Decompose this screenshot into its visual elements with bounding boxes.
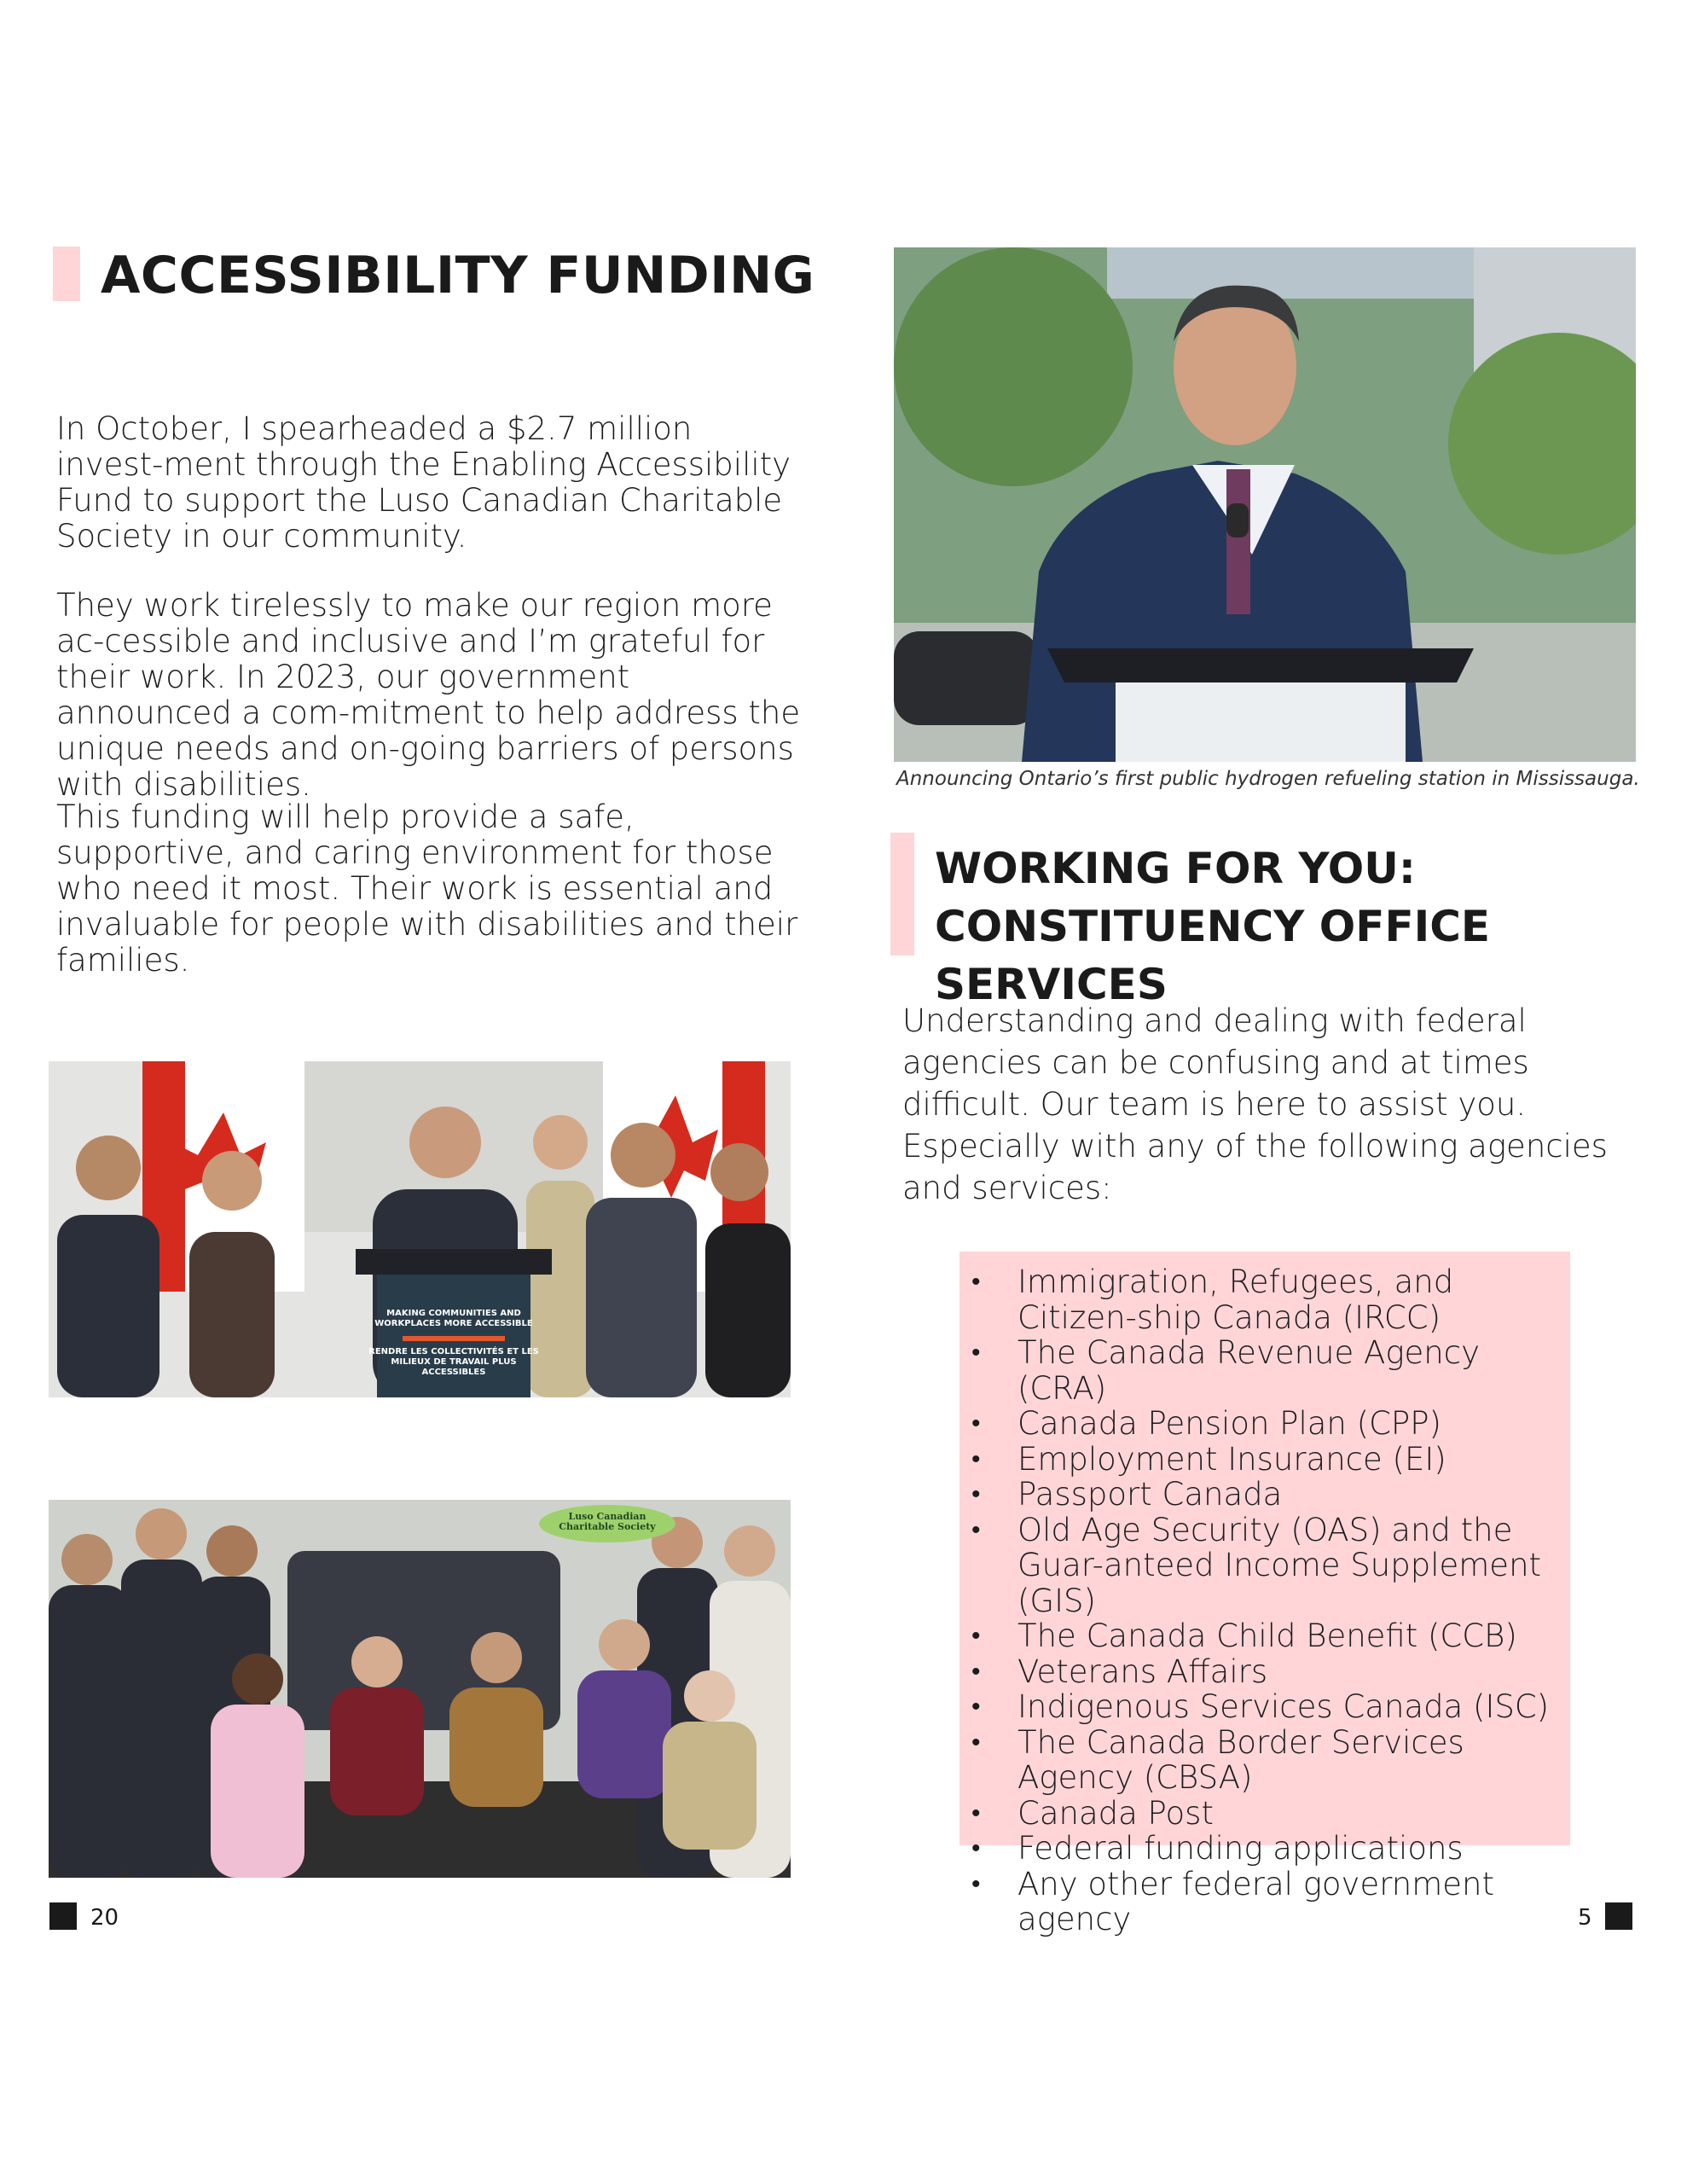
section-accent-bar: [890, 833, 914, 956]
group-photo: [49, 1500, 791, 1878]
list-item: • Canada Post: [959, 1796, 1570, 1832]
page-number-right: 5: [1578, 1905, 1592, 1931]
list-item: • The Canada Border Services Agency (CBSA): [959, 1725, 1570, 1796]
page-marker-right: [1605, 1902, 1632, 1930]
services-intro: Understanding and dealing with federal agencies can be confusing and at times difficult. Our team is here to assist you. Especially with any of the following agencies and services:: [902, 1002, 1608, 1206]
list-item: • Passport Canada: [959, 1477, 1570, 1513]
paragraph-inclusion: They work tirelessly to make our region more ac-cessible and inclusive and I’m grateful for their work. In 2023, our government announced a com-mitment to help address the unique needs and on-going barriers of persons with disabilities.: [56, 587, 801, 803]
section-title-line1: WORKING FOR YOU:: [935, 844, 1416, 893]
list-item: • Indigenous Services Canada (ISC): [959, 1689, 1570, 1725]
banner-text: Luso Canadian Charitable Society: [559, 1511, 656, 1532]
list-item: • Old Age Security (OAS) and the Guar-anteed Income Supplement (GIS): [959, 1513, 1570, 1619]
list-item: • The Canada Child Benefit (CCB): [959, 1618, 1570, 1654]
list-item: • The Canada Revenue Agency (CRA): [959, 1335, 1570, 1406]
group-photo-illustration: [49, 1500, 791, 1878]
paragraph-investment: In October, I spearheaded a $2.7 million invest-ment through the Enabling Accessibility Fund to support the Luso Canadian Charitable Society in our community.: [56, 410, 791, 555]
speaker-photo-illustration: [894, 247, 1636, 762]
list-item: • Immigration, Refugees, and Citizen-ship Canada (IRCC): [959, 1264, 1570, 1335]
section-title: [935, 839, 1687, 1014]
services-list: [959, 1264, 1570, 1937]
podium-sign-text: MAKING COMMUNITIES AND WORKPLACES MORE ACCESSIBLE: [374, 1309, 533, 1328]
list-item: • Veterans Affairs: [959, 1654, 1570, 1690]
title-accent-bar: [53, 247, 80, 301]
page-title: ACCESSIBILITY FUNDING: [101, 246, 815, 305]
announcement-photo: [49, 1061, 791, 1397]
list-item: • Federal funding applications: [959, 1831, 1570, 1867]
page-number-left: 20: [90, 1905, 119, 1931]
list-item: • Employment Insurance (EI): [959, 1442, 1570, 1478]
photo-caption: Announcing Ontario’s first public hydrogen refueling station in Mississauga.: [896, 768, 1640, 790]
podium-sign-text-fr: RENDRE LES COLLECTIVITÉS ET LES MILIEUX DE TRAVAIL PLUS ACCESSIBLES: [368, 1347, 539, 1377]
list-item: • Any other federal government agency: [959, 1867, 1570, 1937]
list-item: • Canada Pension Plan (CPP): [959, 1406, 1570, 1442]
section-title-line2: CONSTITUENCY OFFICE SERVICES: [935, 902, 1491, 1009]
services-box: [959, 1252, 1570, 1937]
speaker-photo: [894, 247, 1636, 762]
page-marker-left: [49, 1902, 77, 1930]
paragraph-funding-impact: This funding will help provide a safe, supportive, and caring environment for those who need it most. Their work is essential and invaluable for people with disabilities and their families.: [56, 799, 798, 979]
